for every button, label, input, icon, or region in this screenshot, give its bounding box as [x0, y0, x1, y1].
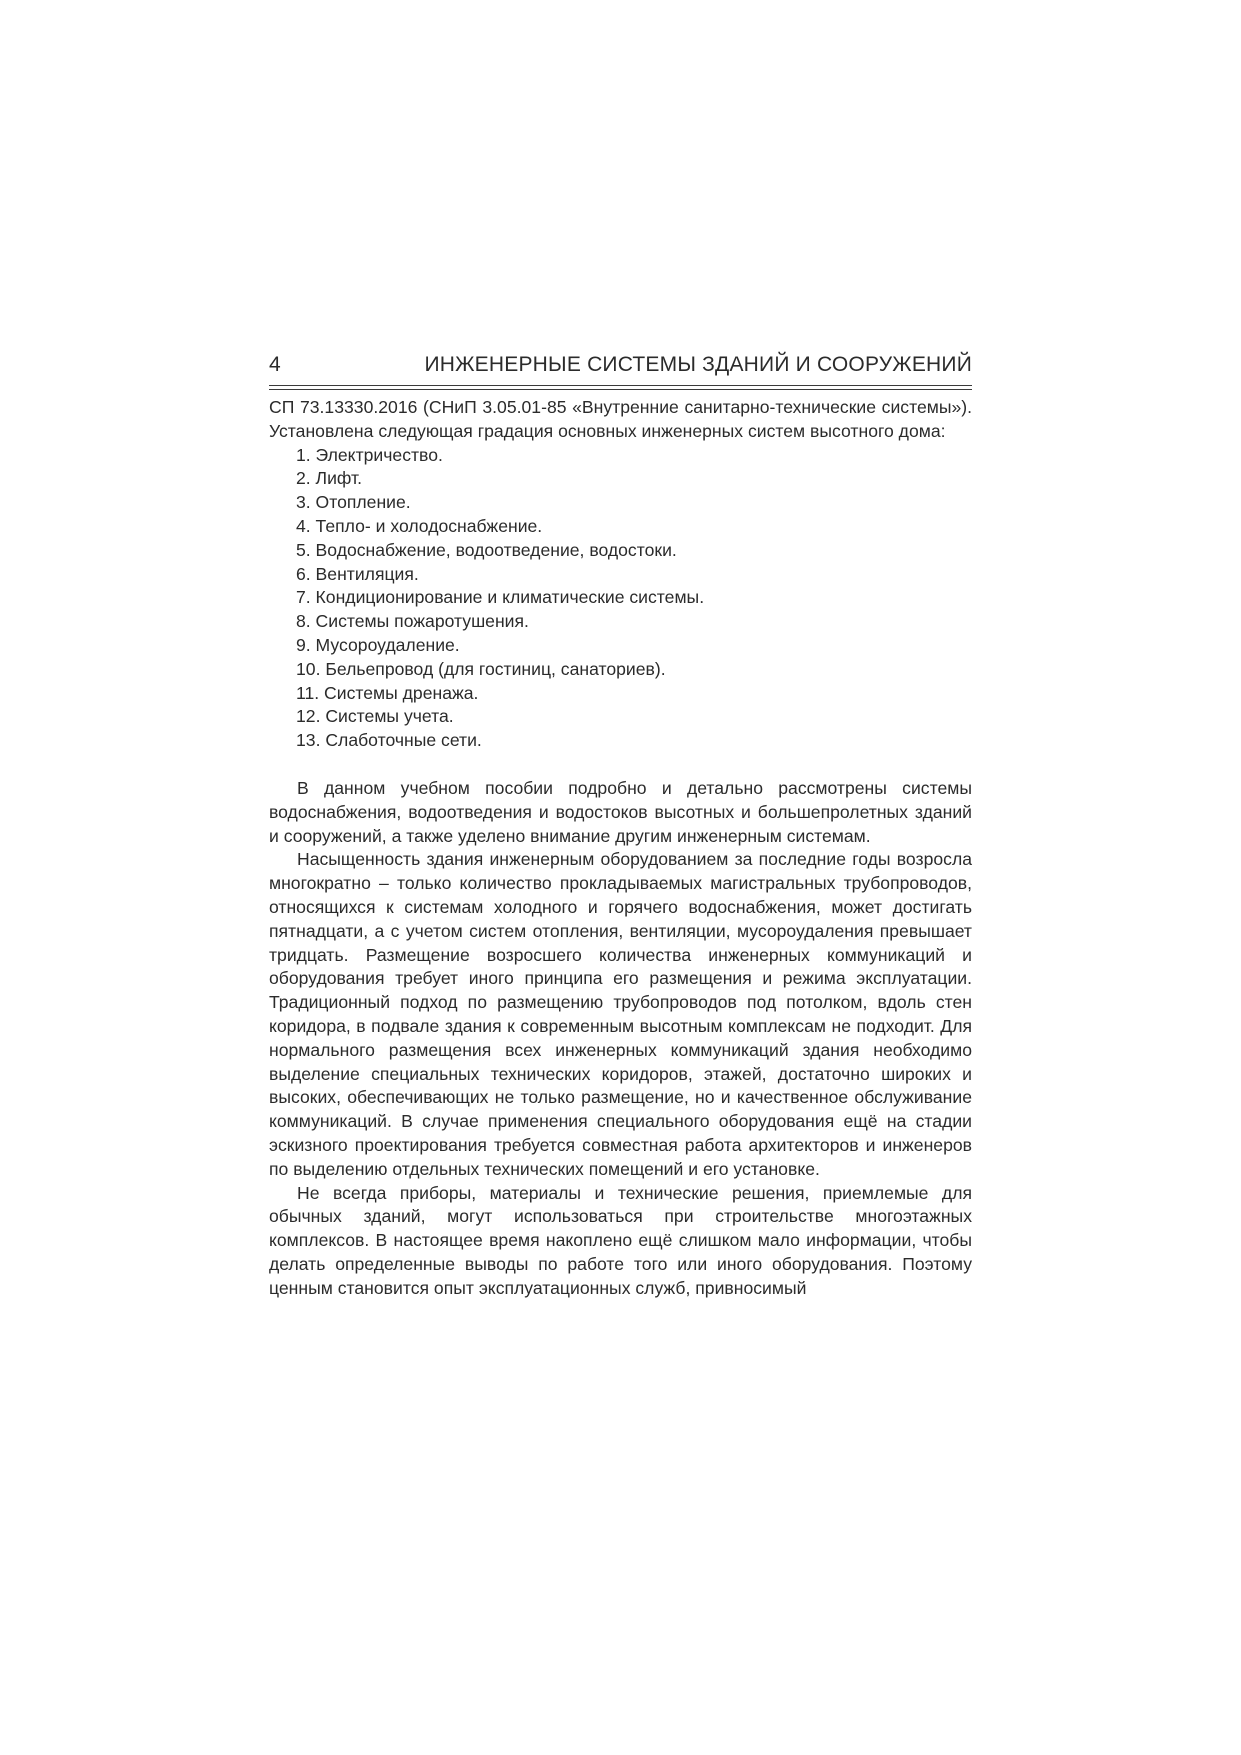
book-page	[269, 353, 972, 1300]
page-number: 4	[269, 353, 281, 376]
header-rule-bottom	[269, 389, 972, 390]
list-item: 1. Электричество.	[296, 444, 443, 465]
paragraph-overview: В данном учебном пособии подробно и детально рассмотрены системы водоснабжения, водоотведения и водостоков высотных и большепролетных зданий и сооружений, а также уделено внимание другим инженерным системам.	[269, 777, 972, 846]
list-item: 6. Вентиляция.	[296, 563, 419, 584]
running-head	[269, 353, 972, 377]
list-item: 10. Бельепровод (для гостиниц, санаториев).	[296, 658, 666, 679]
paragraph-saturation: Насыщенность здания инженерным оборудованием за последние годы возросла многократно – только количество прокладываемых магистральных трубопроводов, относящихся к системам холодного и горячего водоснабжения, может достигать пятнадцати, а с учетом систем отопления, вентиляции, мусороудаления превышает тридцать. Размещение возросшего количества инженерных коммуникаций и оборудования требует иного принципа его размещения и режима эксплуатации. Традиционный подход по размещению трубопроводов под потолком, вдоль стен коридора, в подвале здания к современным высотным комплексам не подходит. Для нормального размещения всех инженерных коммуникаций здания необходимо выделение специальных технических коридоров, этажей, достаточно широких и высоких, обеспечивающих не только размещение, но и качественное обслуживание коммуникаций. В случае применения специального оборудования ещё на стадии эскизного проектирования требуется совместная работа архитекторов и инженеров по выделению отдельных технических помещений и его установке.	[269, 849, 972, 1179]
list-item: 5. Водоснабжение, водоотведение, водостоки.	[296, 539, 677, 560]
list-item: 8. Системы пожаротушения.	[296, 611, 529, 632]
list-item: 12. Системы учета.	[296, 706, 454, 727]
page-body	[269, 396, 972, 1300]
list-item: 11. Системы дренажа.	[296, 682, 479, 703]
list-item: 4. Тепло- и холодоснабжение.	[296, 515, 543, 536]
paragraph-equipment: Не всегда приборы, материалы и технические решения, приемлемые для обычных зданий, могут использоваться при строительстве многоэтажных комплексов. В настоящее время накоплено ещё слишком мало информации, чтобы делать определенные выводы по работе того или иного оборудования. Поэтому ценным становится опыт эксплуатационных служб, привносимый	[269, 1182, 972, 1298]
list-item: 7. Кондиционирование и климатические системы.	[296, 587, 705, 608]
list-item: 13. Слаботочные сети.	[296, 730, 482, 751]
section-gap	[269, 753, 972, 777]
list-item: 2. Лифт.	[296, 468, 363, 489]
systems-list	[269, 444, 972, 753]
list-item: 9. Мусороудаление.	[296, 634, 460, 655]
running-title: ИНЖЕНЕРНЫЕ СИСТЕМЫ ЗДАНИЙ И СООРУЖЕНИЙ	[424, 353, 972, 376]
intro-paragraph: СП 73.13330.2016 (СНиП 3.05.01-85 «Внутренние санитарно-технические системы»). Установлена следующая градация основных инженерных систем высотного дома:	[269, 397, 972, 441]
header-rule-top	[269, 385, 972, 386]
list-item: 3. Отопление.	[296, 492, 411, 513]
